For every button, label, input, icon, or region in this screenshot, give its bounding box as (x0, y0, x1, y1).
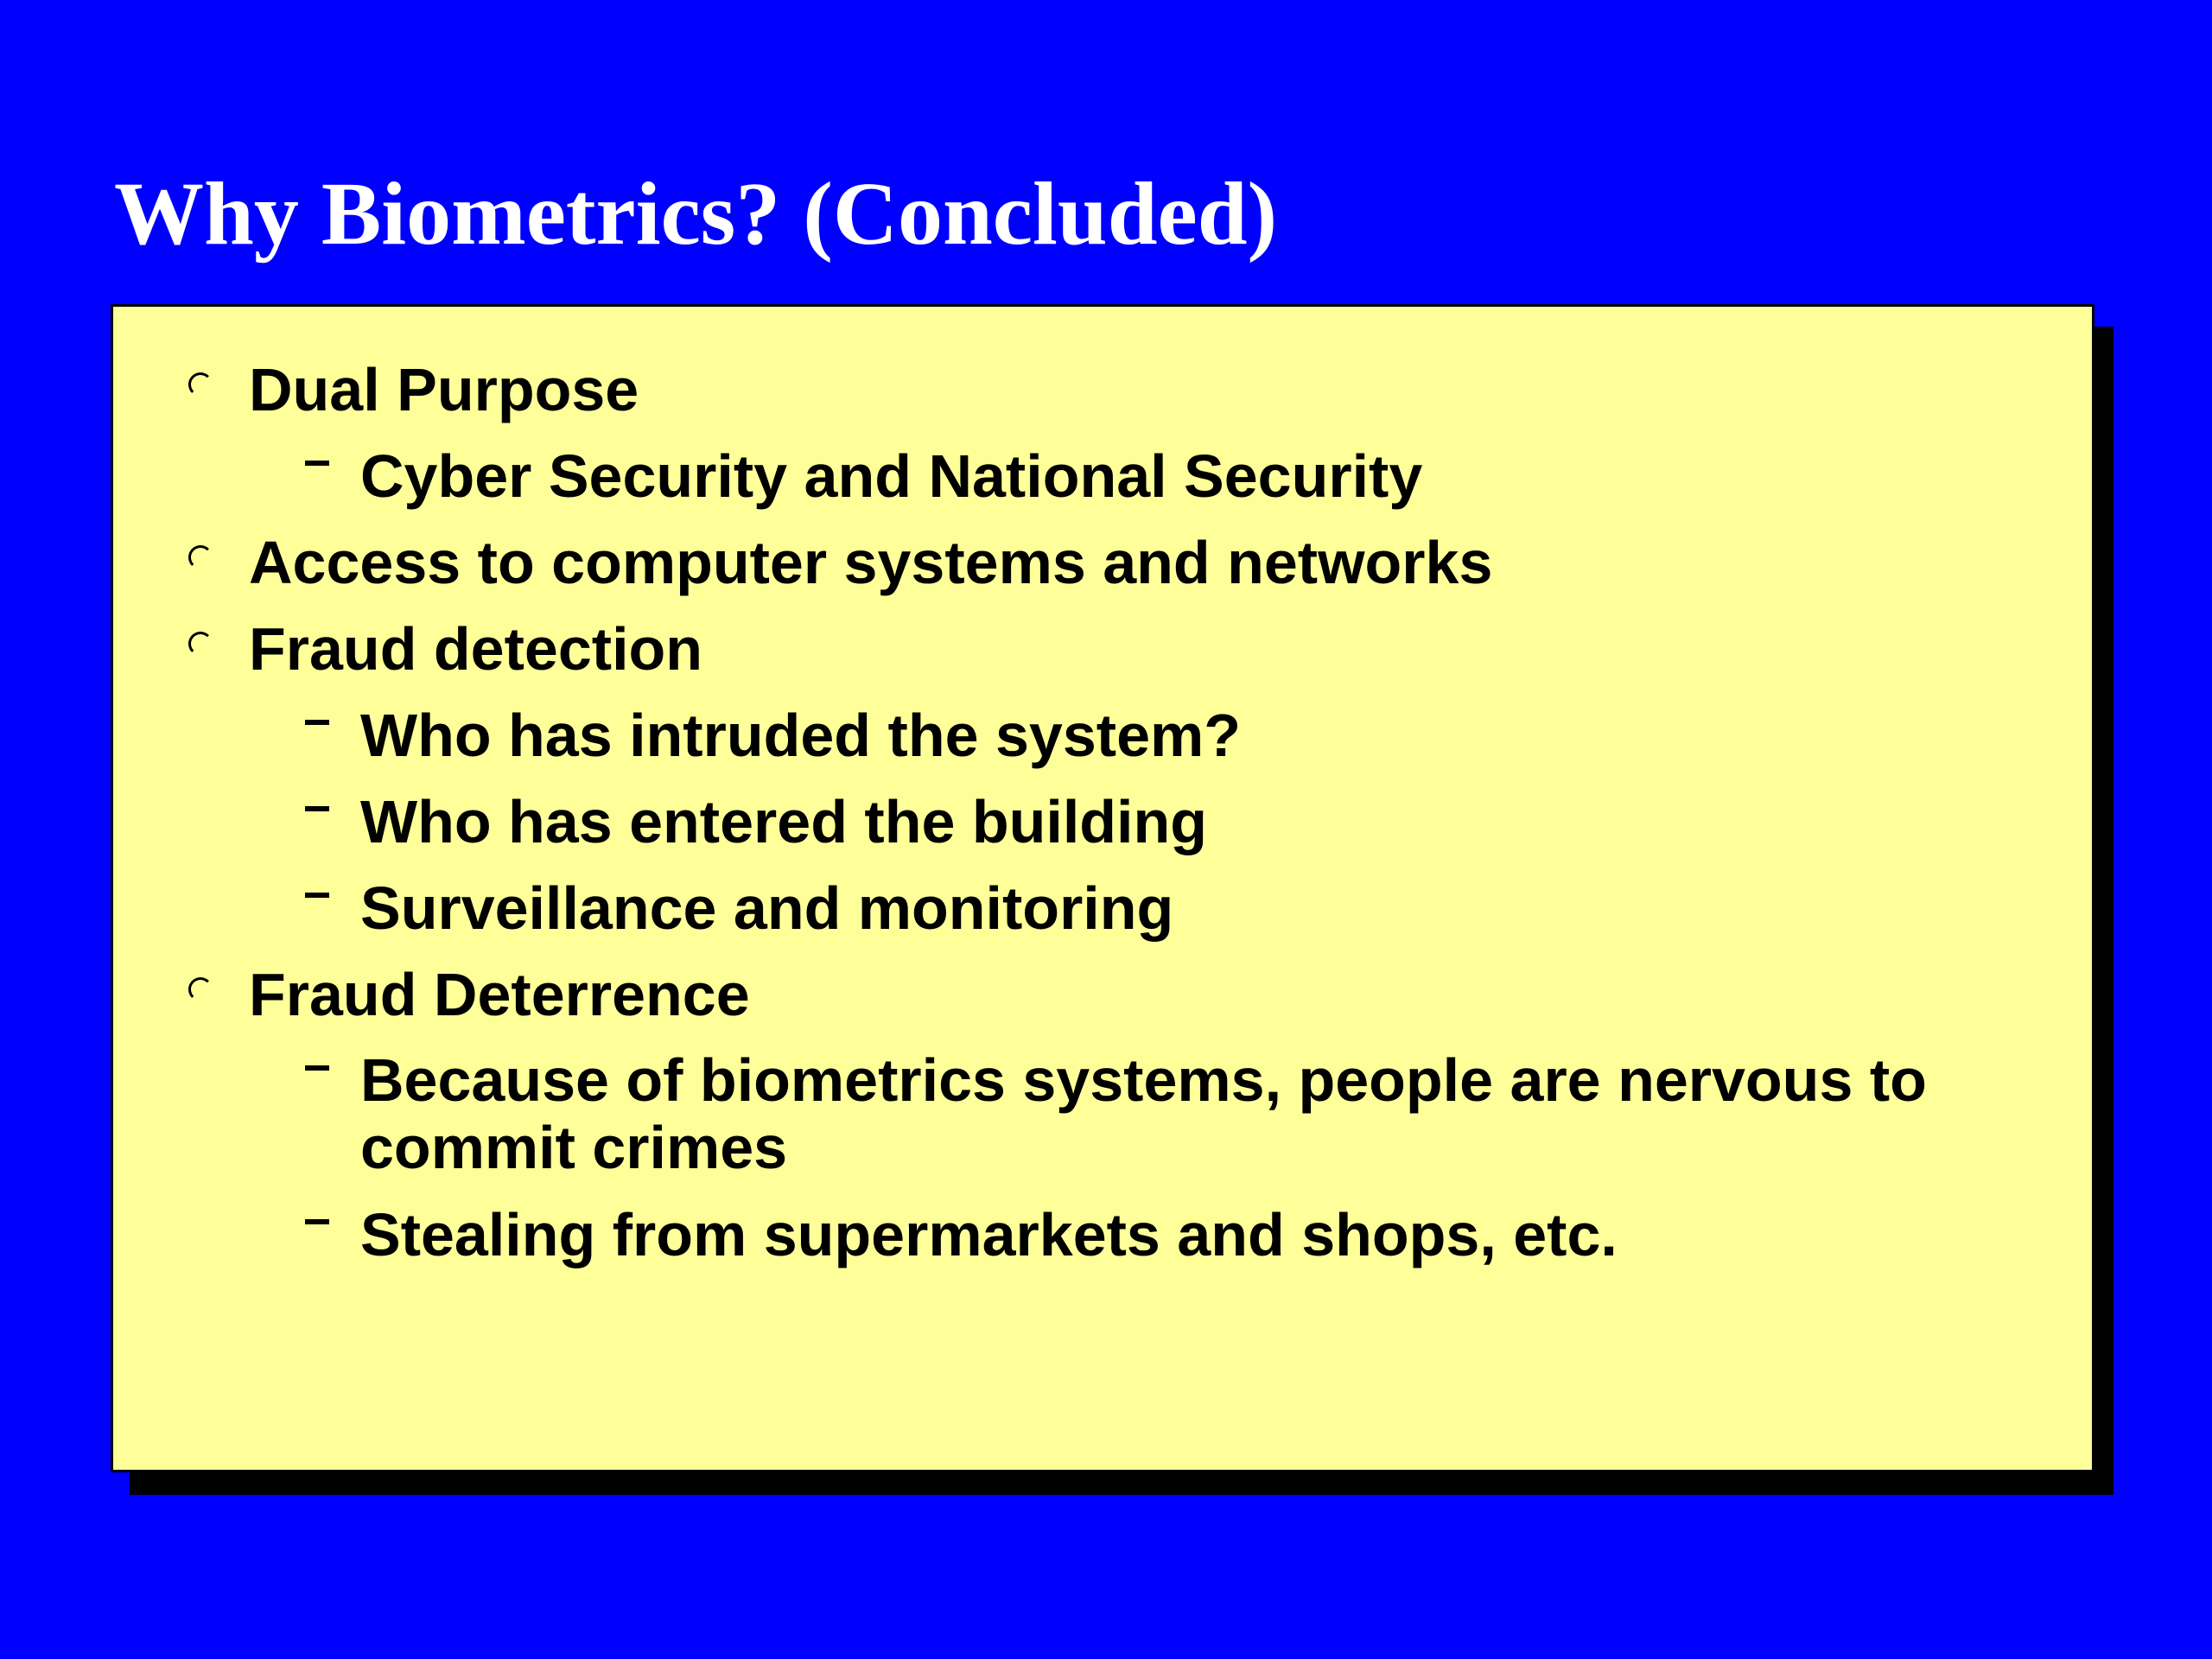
sub-bullet-text: Who has intruded the system? (360, 702, 1241, 769)
dash-bullet-icon (305, 806, 329, 811)
dash-bullet-icon (305, 720, 329, 725)
bullet-text: Dual Purpose (249, 356, 639, 423)
bullet-text: Fraud detection (249, 615, 703, 683)
sub-bullet-item (360, 1200, 1618, 1269)
circle-bullet-icon (188, 372, 213, 397)
slide-title: Why Biometrics? (Concluded) (114, 164, 1278, 264)
sub-bullet-text: Cyber Security and National Security (360, 442, 1423, 510)
sub-bullet-item (360, 442, 1422, 511)
sub-bullet-text: Because of biometrics systems, people are nervous to commit crimes (360, 1046, 1927, 1181)
bullet-text: Fraud Deterrence (249, 961, 750, 1028)
dash-bullet-icon (305, 1065, 329, 1071)
sub-bullet-text: Surveillance and monitoring (360, 874, 1174, 942)
dash-bullet-icon (305, 1219, 329, 1224)
sub-bullet-item (360, 874, 1173, 943)
sub-bullet-item (360, 701, 1241, 770)
bullet-item (249, 355, 639, 424)
sub-bullet-text: Stealing from supermarkets and shops, etc. (360, 1201, 1618, 1268)
bullet-item (249, 614, 702, 683)
dash-bullet-icon (305, 461, 329, 466)
sub-bullet-item (360, 787, 1207, 856)
circle-bullet-icon (188, 632, 213, 656)
circle-bullet-icon (188, 545, 213, 569)
content-box (111, 304, 2094, 1472)
bullet-item (249, 960, 750, 1029)
sub-bullet-item (360, 1046, 2045, 1181)
dash-bullet-icon (305, 893, 329, 898)
sub-bullet-text: Who has entered the building (360, 788, 1207, 855)
bullet-text: Access to computer systems and networks (249, 529, 1493, 596)
bullet-item (249, 528, 1492, 597)
circle-bullet-icon (188, 977, 213, 1001)
bullet-list (113, 307, 2092, 1470)
